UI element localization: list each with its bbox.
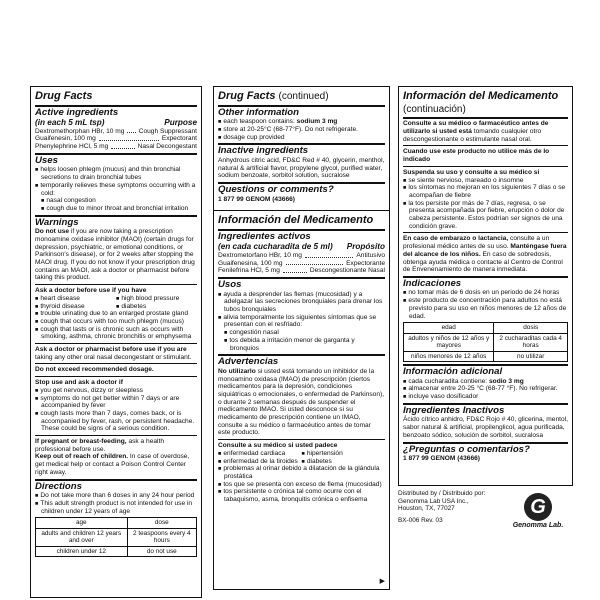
company-name: Genomma Lab USA Inc., — [398, 497, 469, 505]
dosage-table: age dose adults and children 12 years and over 2 teaspoons every 4 hours children under 12 do not use — [35, 517, 197, 557]
uses-heading: Uses — [35, 154, 58, 166]
list-item: ■ diabetes — [302, 458, 386, 466]
consulte-farm-lead: Consulte a su médico o farmacéutico antes de utilizarlo si usted está — [403, 120, 549, 135]
list-item: ■ este producto de concentración para adultos no está previsto para su uso en niños menores de 12 años de edad. — [403, 297, 568, 320]
info-title: Información del Medicamento — [218, 214, 374, 227]
keep-out-text: In case of overdose, get medical help or contact a Poison Control Center right away. — [35, 453, 190, 476]
list-item: ■ nasal congestion — [35, 197, 197, 205]
embarazo-text: consulte a un profesional médico antes de su uso. — [403, 235, 550, 251]
list-item: ■ tos que se presenta con exceso de flema (mucosidad) — [218, 481, 385, 489]
distributed-by: Distributed by / Distribuido por: — [398, 490, 486, 497]
informacion-continuacion-panel — [398, 86, 573, 486]
pregnant-text: ask a health professional before use. — [35, 438, 164, 453]
other-sodium-value: sodium 3 mg — [296, 118, 338, 126]
ingredient-row: Fenilefrina HCl, 5 mg Descongestionante Nasal — [218, 267, 385, 275]
inactivos-text: Ácido cítrico anhidro, FD&C Rojo # 40, glicerina, mentol, sabor natural & artificial, propilenglicol, agua purificada, benzoato sódico, solución de sorbitol, sucralosa — [403, 416, 568, 439]
preguntas-heading: ¿Preguntas o comentarios? — [403, 443, 530, 455]
list-item: ■ almacenar entre 20-25 °C (68-77 °F). No refrigerar. — [403, 385, 568, 393]
embarazo-lead: En caso de embarazo o lactancia, — [403, 235, 509, 243]
list-item: ■ This adult strength product is not intended for use in children under 12 years of age — [35, 500, 197, 515]
logo-text: Genomma Lab. — [512, 522, 564, 529]
ingredientes-sub: (en cada cucharadita de 5 ml) — [218, 242, 333, 252]
genomma-g-icon: G — [524, 493, 552, 521]
list-item: ■ thyroid disease — [35, 303, 116, 311]
mantengase-lead: Manténgase fuera del alcance de los niños. — [403, 243, 567, 258]
list-item: ■ trouble urinating due to an enlarged prostate gland — [35, 310, 197, 318]
ingredient-row: Phenylephrine HCl, 5 mg Nasal Decongestant — [35, 143, 197, 151]
mantengase-text: En caso de sobredosis, obtenga ayuda médica o contacte al Centro de Control de Envenenamiento de manera inmediata. — [403, 250, 563, 274]
panel-title-sub: (continuación) — [403, 103, 466, 115]
list-item: ■ congestión nasal — [218, 329, 385, 337]
list-item: ■ you get nervous, dizzy or sleepless — [35, 387, 197, 395]
no-utilizarlo-lead: No utilizarlo — [218, 367, 256, 375]
list-item: ■ no tomar más de 6 dosis en un periodo de 24 horas — [403, 289, 568, 297]
do-not-use-text: if you are now taking a prescription monoamine oxidase inhibitor (MAOI) (certain drugs for depression, psychiatric, or emotional conditions, or Parkinson's disease), or for 2 weeks after stopping the MAOI drug. If you do not know if your prescription drug contains an MAOI, ask a doctor or pharmacist before taking this product. — [35, 228, 195, 282]
inactive-heading: Inactive ingredients — [218, 145, 309, 157]
inactive-text: Anhydrous citric acid, FD&C Red # 40, glycerin, menthol, natural & artificial flavor, propylene glycol, purified water, sodium benzoate, sorbitol solution, sucralose — [218, 156, 385, 180]
questions-heading: Questions or comments? — [218, 183, 334, 195]
list-item: ■ helps loosen phlegm (mucus) and thin bronchial secretions to drain bronchial tubes — [35, 166, 197, 181]
list-item: ■ tos persistente o crónica tal como ocurre con el tabaquismo, asma, bronquitis crónica o enfisema — [218, 488, 385, 503]
table-row: niños menores de 12 años no utilizar — [404, 351, 568, 361]
list-item: ■ alivia temporalmente los siguientes síntomas que se presentan con el resfriado: — [218, 314, 385, 329]
ask-pharmacist-lead: Ask a doctor or pharmacist before use if you are — [35, 346, 187, 354]
list-item: ■ la tos persiste por más de 7 días, regresa, o se presenta acompañada por fiebre, erupción o dolor de cabeza persistente. Estos podrían ser signos de una condición grave. — [403, 200, 568, 231]
questions-phone: 1 877 99 GENOM (43666) — [218, 195, 295, 203]
list-item: ■ cough that lasts or is chronic such as occurs with smoking, asthma, chronic bronchitis or emphysema — [35, 326, 197, 341]
list-item: ■ temporarily relieves these symptoms occurring with a cold: — [35, 182, 197, 197]
do-not-exceed: Do not exceed recommended dosage. — [35, 366, 154, 374]
list-item: ■ enfermedad cardiaca — [218, 450, 302, 458]
adicional-value: sodio 3 mg — [489, 377, 524, 385]
list-item: ■ tos debida a irritación menor de garganta y bronquios — [218, 337, 385, 352]
genomma-logo — [506, 493, 570, 543]
ingredient-row: Dextrometorfano HBr, 10 mg Antitusivo — [218, 251, 385, 259]
panel-title: Drug Facts — [35, 90, 93, 102]
do-not-use-lead: Do not use — [35, 228, 70, 236]
list-item: ■ hipertensión — [302, 450, 386, 458]
panel-title: Información del Medicamento — [403, 90, 559, 102]
list-item: ■ dosage cup provided — [218, 134, 385, 142]
table-row: adults and children 12 years and over 2 teaspoons every 4 hours — [36, 528, 197, 546]
other-sodium-lead: each teaspoon contains: — [223, 118, 295, 126]
table-row: adultos y niños de 12 años y mayores 2 cucharaditas cada 4 horas — [404, 333, 568, 351]
table-row: children under 12 do not use — [36, 546, 197, 556]
list-item: ■ ayuda a desprender las flemas (mucosidad) y a adelgazar las secreciones bronquiales para drenar los tubos bronquiales — [218, 291, 385, 314]
ask-pharmacist-text: taking any other oral nasal decongestant or stimulant. — [35, 353, 192, 361]
active-ingredients-heading: Active ingredients — [35, 106, 119, 118]
distributor-block — [398, 490, 494, 525]
list-item: ■ store at 20-25°C (68-77°F). Do not refrigerate. — [218, 126, 385, 134]
adicional-heading: Información adicional — [403, 366, 503, 378]
list-item: ■ los síntomas no mejoran en los siguientes 7 días o se acompañan de fiebre — [403, 184, 568, 199]
indicaciones-heading: Indicaciones — [403, 277, 462, 289]
list-item: ■ cough due to minor throat and bronchial irritation — [35, 205, 197, 213]
consulte-heading: Consulte a su médico si usted padece — [218, 442, 338, 450]
no-utilizarlo-text: si usted está tomando un inhibidor de la monoamino oxidasa (IMAO) de prescripción (ciertos medicamentos para la depresión, condiciones siquiátricas o emocionales, o enfermedad de Parkinson), o durante 2 semanas después de suspender el medicamento IMAO. Si usted desconoce si su medicamento de prescripción contiene un IMAO, consulte a su médico o farmacéutico antes de tomar este producto. — [218, 367, 385, 437]
warnings-heading: Warnings — [35, 216, 79, 228]
list-item: ■ cough that occurs with too much phlegm (mucus) — [35, 318, 197, 326]
adicional-lead: cada cucharadita contiene: — [408, 377, 488, 385]
ingredient-row: Guaifenesin, 100 mg Expectorant — [35, 135, 197, 143]
suspenda-heading: Suspenda su uso y consulte a su médico si — [403, 168, 540, 176]
advertencias-heading: Advertencias — [218, 356, 279, 368]
list-item: ■ high blood pressure — [116, 295, 197, 303]
ingredientes-heading: Ingredientes activos — [218, 230, 311, 242]
list-item: ■ heart disease — [35, 295, 116, 303]
keep-out-lead: Keep out of reach of children. — [35, 453, 129, 461]
ingredient-row: Guaifenesina, 100 mg Expectorante — [218, 259, 385, 267]
list-item: ■ problemas al orinar debido a dilatación de la glándula prostática — [218, 465, 385, 480]
ingredient-row: Dextromethorphan HBr, 10 mg Cough Suppressant — [35, 127, 197, 135]
pregnant-lead: If pregnant or breast-feeding, — [35, 438, 127, 446]
directions-heading: Directions — [35, 480, 82, 492]
dosis-table: edad dosis adultos y niños de 12 años y mayores 2 cucharaditas cada 4 horas niños menores de 12 años no utilizar — [403, 322, 568, 362]
list-item: ■ enfermedad de la tiroides — [218, 458, 302, 466]
purpose-heading: Purpose — [164, 118, 197, 128]
usos-heading: Usos — [218, 279, 242, 291]
revision-code: BX-006 Rev. 03 — [398, 517, 443, 525]
no-exceda: Cuando use este producto no utilice más de lo indicado — [403, 148, 550, 164]
list-item: ■ symptoms do not get better within 7 days or are accompanied by fever — [35, 395, 197, 410]
drug-facts-panel — [30, 86, 202, 598]
list-item: ■ diabetes — [116, 303, 197, 311]
company-city: Houston, TX, 77027 — [398, 505, 455, 513]
preguntas-phone: 1 877 99 GENOM (43666) — [403, 455, 480, 463]
list-item: ■ incluye vaso dosificador — [403, 393, 568, 401]
inactivos-heading: Ingredientes Inactivos — [403, 404, 505, 416]
list-item: ■ Do not take more than 6 doses in any 24 hour period — [35, 492, 197, 500]
continue-arrow-icon: ▶ — [379, 577, 385, 585]
list-item: ■ se siente nervioso, mareado o insomne — [403, 177, 568, 185]
panel-title: Drug Facts — [218, 90, 276, 102]
stop-use-heading: Stop use and ask a doctor if — [35, 379, 123, 387]
other-info-heading: Other information — [218, 106, 300, 118]
proposito-heading: Propósito — [346, 242, 385, 252]
list-item: ■ cough lasts more than 7 days, comes back, or is accompanied by fever, rash, or persistent headache. These could be signs of a serious condition. — [35, 410, 197, 433]
consulte-farm-text: tomando cualquier otro descongestionante o estimulante nasal oral. — [403, 127, 542, 143]
panel-title-sub: (continued) — [278, 91, 329, 102]
active-ingredients-sub: (in each 5 mL tsp) — [35, 118, 105, 128]
drug-facts-continued-panel — [213, 86, 390, 590]
ask-doctor-heading: Ask a doctor before use if you have — [35, 287, 147, 295]
